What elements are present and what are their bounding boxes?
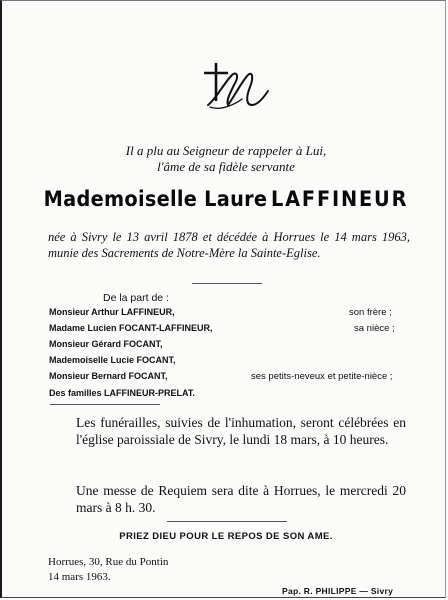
- mass-text: Une messe de Requiem sera dite à Horrues, le mercredi 20 mars à 8 h. 30.: [76, 483, 406, 515]
- deceased-surname: LAFFINEUR: [270, 187, 409, 211]
- prayer-line: PRIEZ DIEU POUR LE REPOS DE SON AME.: [119, 531, 333, 542]
- deceased-name: [20, 187, 432, 211]
- family-member-name: Monsieur Bernard FOCANT,: [49, 371, 168, 381]
- family-member-name: Mademoiselle Lucie FOCANT,: [49, 355, 176, 365]
- family-member-relation: sa nièce ;: [354, 323, 395, 334]
- deceased-first-name: Mademoiselle Laure: [43, 187, 268, 211]
- family-member-relation: ses petits-neveux et petite-nièce ;: [251, 371, 393, 382]
- family-member-name: Monsieur Gérard FOCANT,: [49, 339, 163, 349]
- birth-death-text: née à Sivry le 13 avril 1878 et décédée à Horrues le 14 mars 1963, munie des Sacrements de Notre-Mère la Sainte-Eglise.: [48, 230, 410, 260]
- intro-line-1: Il a plu au Seigneur de rappeler à Lui,: [125, 143, 327, 158]
- family-intro: De la part de :: [103, 292, 169, 304]
- printer-credit: Pap. R. PHILIPPE — Sivry: [282, 586, 394, 596]
- family-member-name: Des familles LAFFINEUR-PRELAT.: [49, 388, 195, 398]
- divider-family: [50, 404, 160, 405]
- address-date: 14 mars 1963.: [48, 571, 111, 583]
- intro-line-2: l'âme de sa fidèle servante: [157, 159, 295, 174]
- address-line-1: Horrues, 30, Rue du Pontin: [48, 556, 169, 568]
- family-member-name: Madame Lucien FOCANT-LAFFINEUR,: [49, 323, 213, 333]
- divider-top: [192, 283, 262, 284]
- cross-monogram-icon: [190, 61, 274, 117]
- family-member-relation: son frère ;: [349, 307, 392, 318]
- funeral-text: Les funérailles, suivies de l'inhumation, seront célébrées en l'église paroissiale de Sivry, le lundi 18 mars, à 10 heures.: [76, 415, 406, 447]
- family-member-name: Monsieur Arthur LAFFINEUR,: [49, 307, 175, 317]
- divider-mass: [167, 521, 287, 522]
